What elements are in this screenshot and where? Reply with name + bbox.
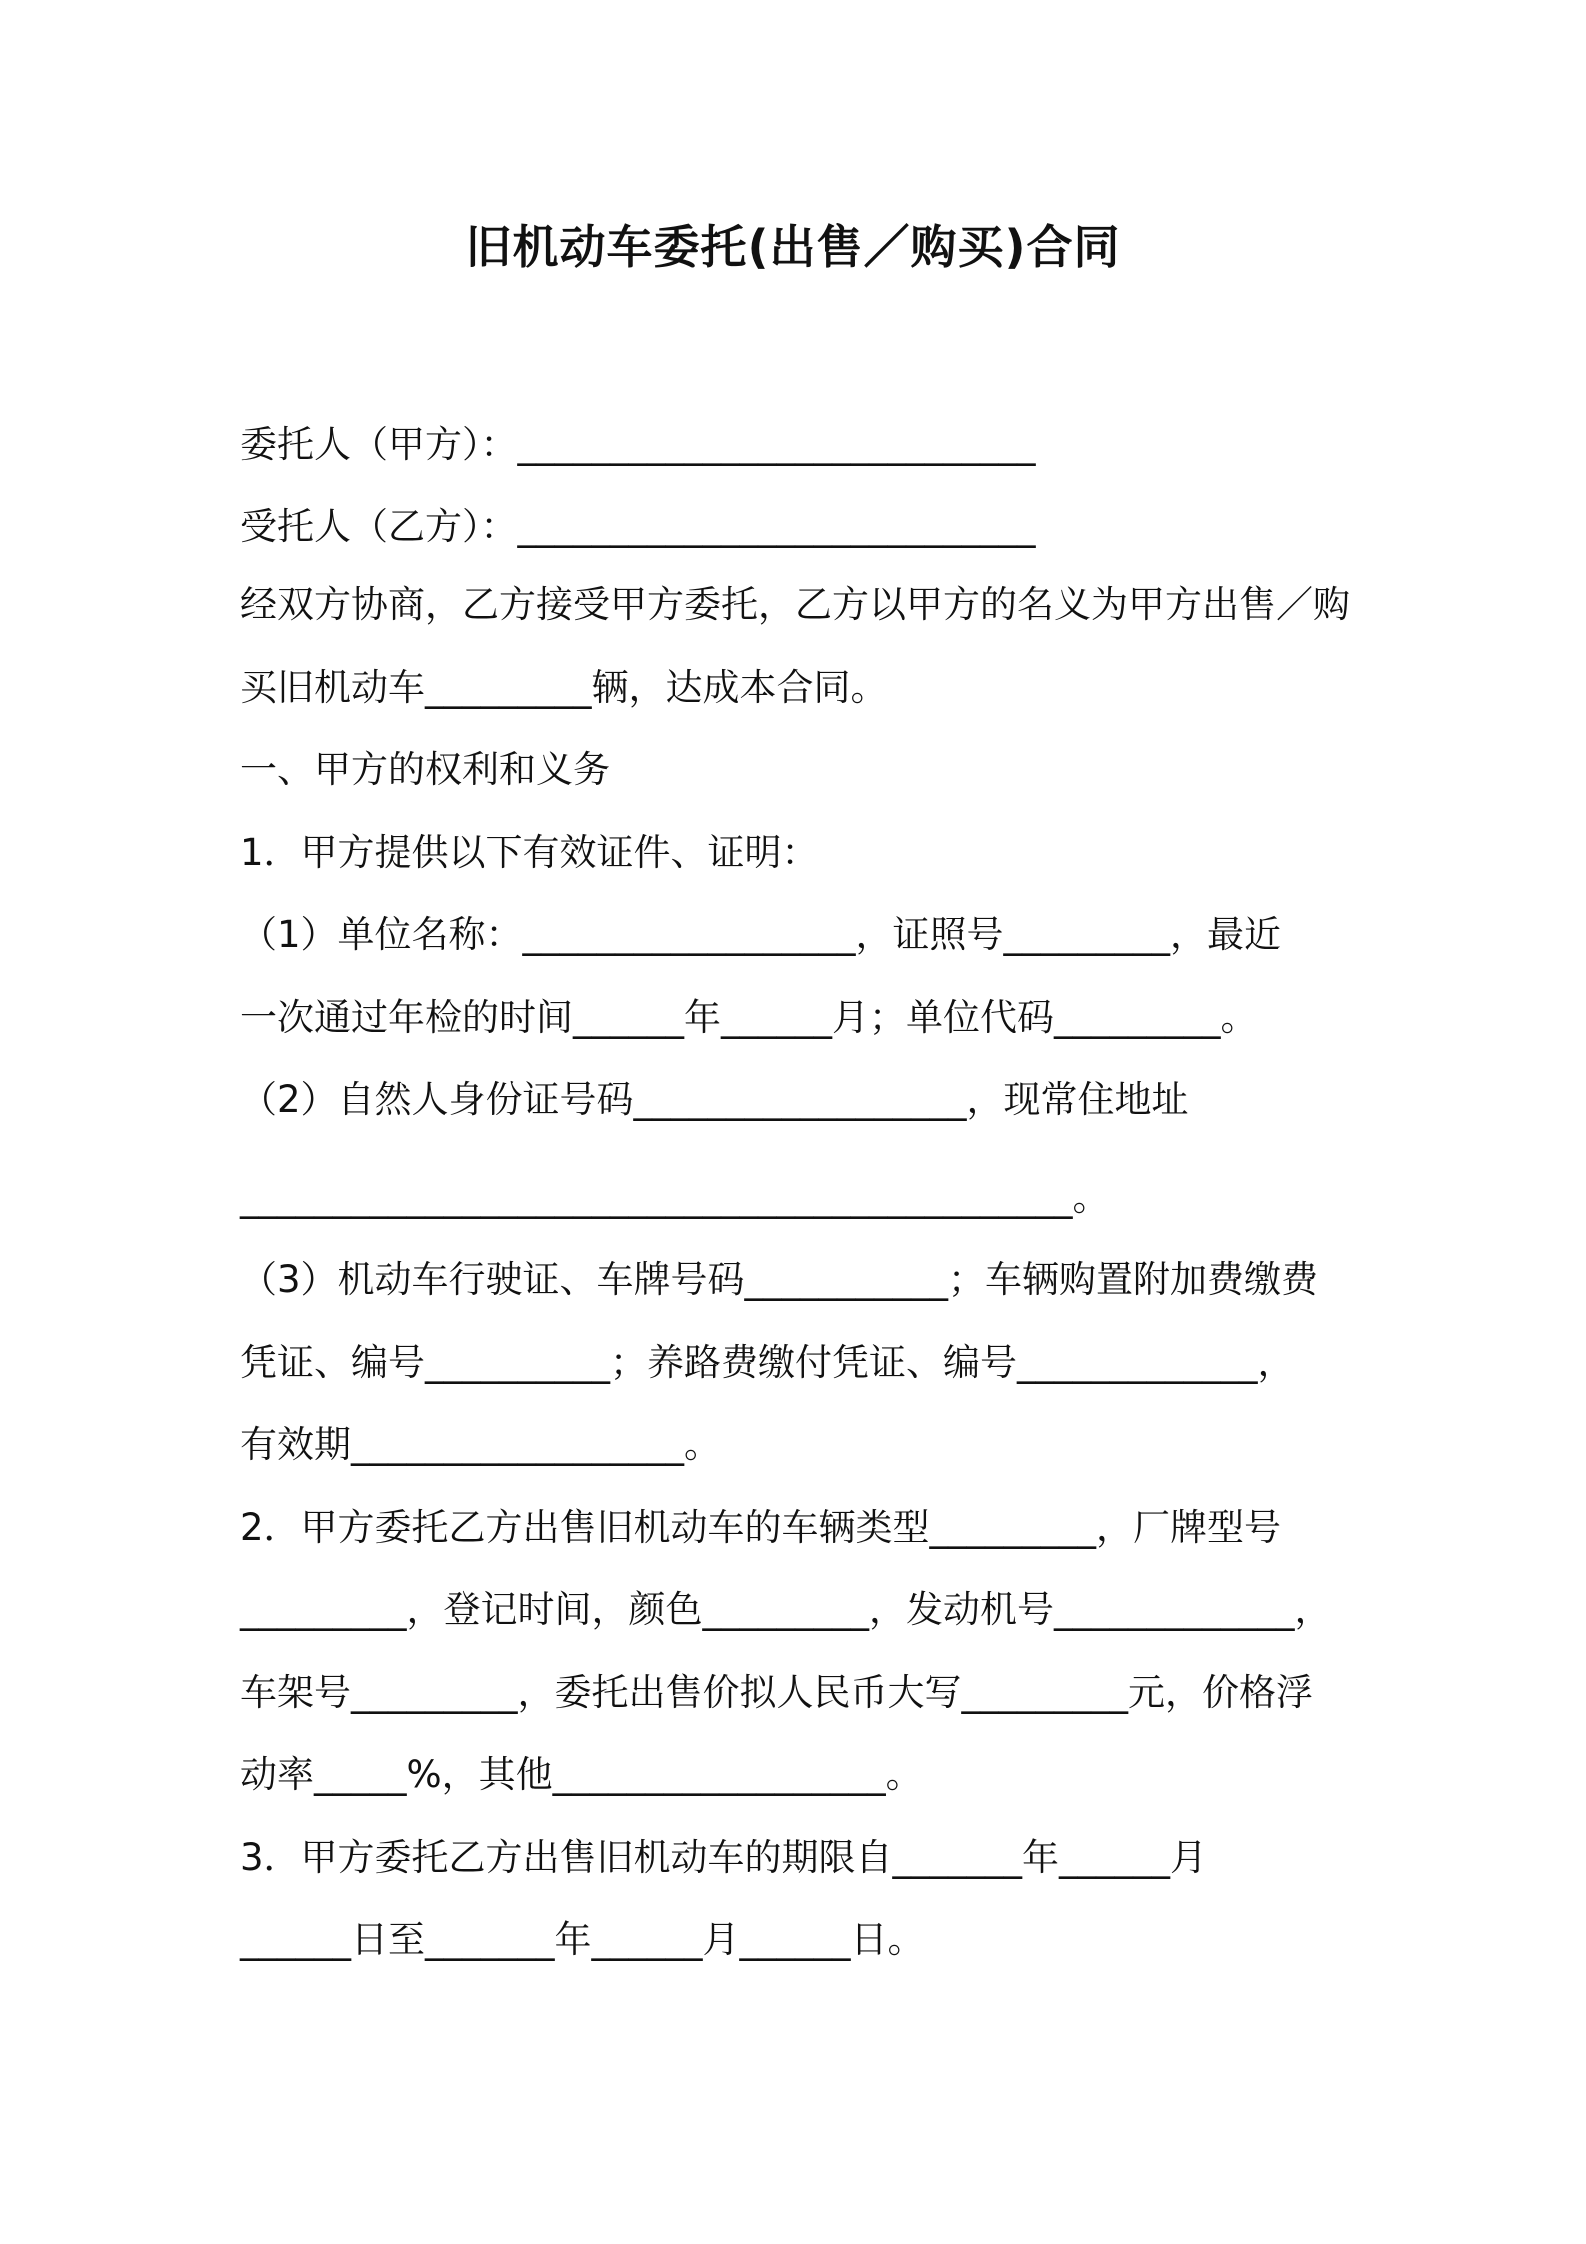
clause-1-item-3-line-2: 凭证、编号__________；养路费缴付凭证、编号_____________， bbox=[240, 1341, 1295, 1384]
preamble-line-1: 经双方协商，乙方接受甲方委托，乙方以甲方的名义为甲方出售／购 bbox=[240, 583, 1350, 626]
section-heading-party-a: 一、甲方的权利和义务 bbox=[240, 748, 610, 791]
client-party-a-line: 委托人（甲方）：____________________________ bbox=[240, 423, 1036, 466]
clause-2-line-4: 动率_____%，其他__________________。 bbox=[240, 1753, 923, 1796]
clause-1-item-3-line-3: 有效期__________________。 bbox=[240, 1423, 721, 1466]
clause-1-heading: 1．甲方提供以下有效证件、证明： bbox=[240, 831, 819, 874]
agent-party-b-line: 受托人（乙方）：____________________________ bbox=[240, 505, 1036, 548]
clause-2-line-3: 车架号_________，委托出售价拟人民币大写_________元，价格浮 bbox=[240, 1671, 1313, 1714]
clause-1-item-2-line-2: _____________________________________________。 bbox=[240, 1176, 1110, 1219]
clause-3-line-1: 3．甲方委托乙方出售旧机动车的期限自_______年______月 bbox=[240, 1836, 1208, 1879]
clause-2-line-1: 2．甲方委托乙方出售旧机动车的车辆类型_________，厂牌型号 bbox=[240, 1506, 1282, 1549]
clause-3-line-2: ______日至_______年______月______日。 bbox=[240, 1918, 925, 1961]
clause-1-item-3-line-1: （3）机动车行驶证、车牌号码___________；车辆购置附加费缴费 bbox=[240, 1258, 1319, 1301]
document-title: 旧机动车委托(出售／购买)合同 bbox=[465, 220, 1121, 274]
clause-1-item-1-line-1: （1）单位名称：__________________，证照号_________，最近 bbox=[240, 913, 1282, 956]
clause-1-item-2-line-1: （2）自然人身份证号码__________________，现常住地址 bbox=[240, 1078, 1189, 1121]
clause-1-item-1-line-2: 一次通过年检的时间______年______月；单位代码_________。 bbox=[240, 996, 1258, 1039]
preamble-line-2: 买旧机动车_________辆，达成本合同。 bbox=[240, 666, 888, 709]
clause-2-line-2: _________，登记时间，颜色_________，发动机号_____________， bbox=[240, 1588, 1332, 1631]
